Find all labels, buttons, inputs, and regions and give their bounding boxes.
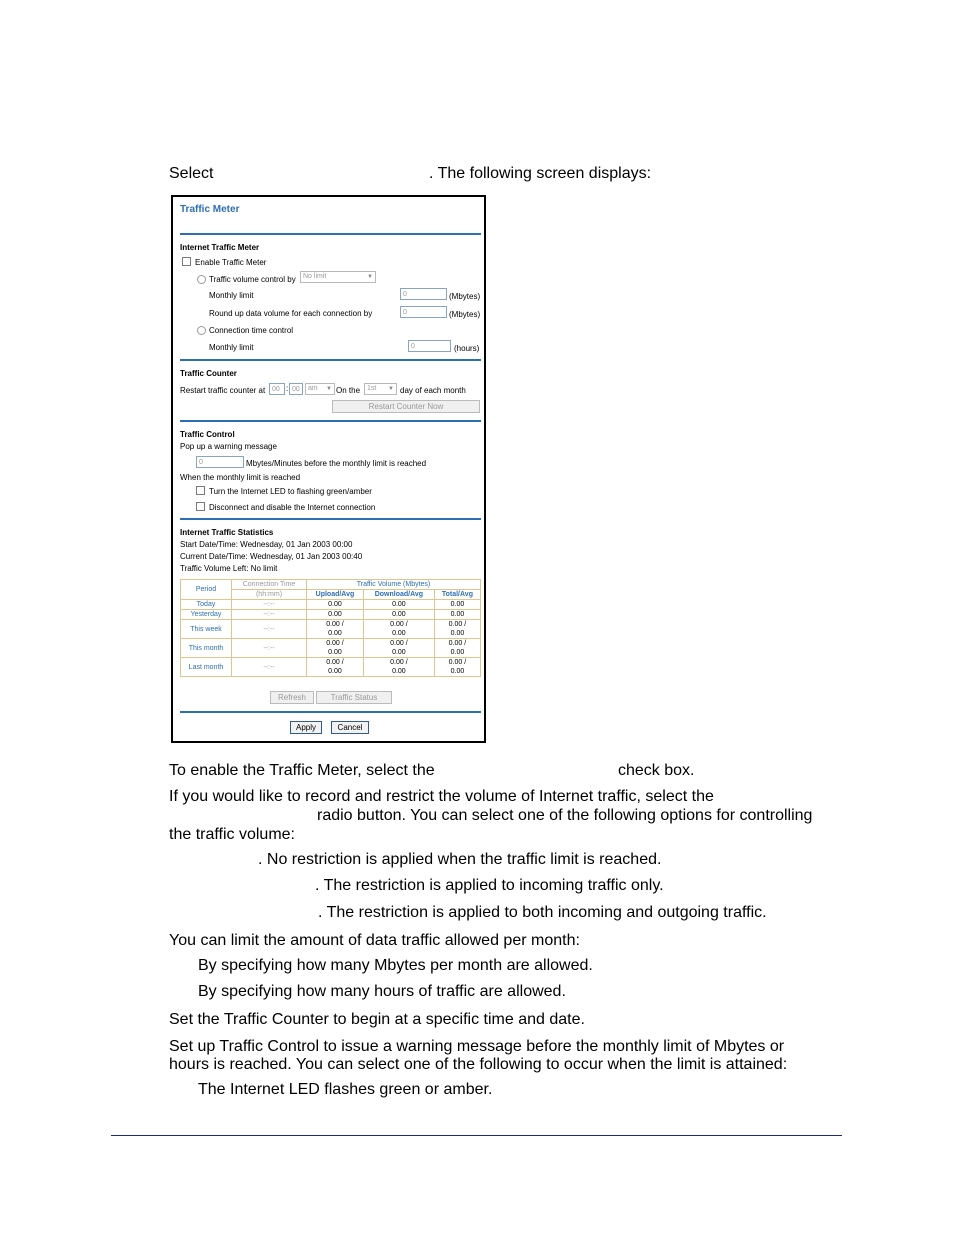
- popup-suffix: Mbytes/Minutes before the monthly limit is reached: [246, 459, 427, 468]
- enable-prefix: To enable the Traffic Meter, select the: [169, 762, 435, 779]
- upload-cell: [307, 620, 364, 639]
- traffic-status-button[interactable]: Traffic Status: [316, 691, 392, 704]
- download-cell: [363, 620, 434, 639]
- volume-control-select[interactable]: [300, 271, 376, 283]
- separator: [180, 420, 481, 422]
- option-download-only: . The restriction is applied to incoming traffic only.: [315, 877, 664, 894]
- table-row: [181, 658, 481, 677]
- led-line: The Internet LED flashes green or amber.: [198, 1081, 493, 1098]
- total-value: 0.00 /: [448, 640, 467, 647]
- itm-heading: Internet Traffic Meter: [180, 243, 260, 252]
- col-total: Total/Avg: [434, 590, 480, 600]
- traffic-meter-screenshot: [171, 195, 486, 743]
- record-line-2: radio button. You can select one of the following options for controlling: [317, 807, 813, 824]
- roundup-input[interactable]: 0: [400, 306, 447, 318]
- upload-value: 0.00 /: [326, 621, 344, 628]
- restart-counter-now-button[interactable]: Restart Counter Now: [332, 400, 480, 413]
- total-value: 0.00 /: [448, 621, 467, 628]
- apply-button[interactable]: Apply: [290, 721, 322, 734]
- conn-cell: --:--: [232, 639, 307, 658]
- volume-label: Traffic volume control by: [209, 275, 296, 284]
- separator: [180, 233, 481, 235]
- limit-hours: By specifying how many hours of traffic are allowed.: [198, 983, 566, 1000]
- on-the-label: On the: [336, 386, 361, 395]
- download-value: 0.00 /: [390, 621, 408, 628]
- disconnect-option-label: Disconnect and disable the Internet connection: [209, 503, 376, 512]
- period-cell: Today: [181, 600, 232, 610]
- page-title: Traffic Meter: [180, 204, 240, 215]
- day-value: 1st: [367, 385, 377, 392]
- conn-cell: --:--: [232, 620, 307, 639]
- total-value: 0.00 /: [448, 659, 467, 666]
- hours-unit: (hours): [454, 344, 480, 353]
- col-period: Period: [181, 580, 232, 600]
- counter-heading: Traffic Counter: [180, 369, 237, 378]
- separator: [180, 711, 481, 713]
- option-no-limit: . No restriction is applied when the traffic limit is reached.: [258, 851, 662, 868]
- separator: [180, 359, 481, 361]
- upload-value: 0.00 /: [326, 659, 344, 666]
- day-suffix: day of each month: [400, 386, 466, 395]
- total-cell: 0.00: [434, 600, 480, 610]
- refresh-button[interactable]: Refresh: [270, 691, 314, 704]
- upload-value: 0.00 /: [326, 640, 344, 647]
- upload-cell: [307, 658, 364, 677]
- record-line-1: If you would like to record and restrict the volume of Internet traffic, select the: [169, 788, 714, 805]
- download-value: 0.00 /: [390, 640, 408, 647]
- total-cell: [434, 639, 480, 658]
- download-avg: 0.00: [392, 630, 406, 637]
- counter-line: Set the Traffic Counter to begin at a specific time and date.: [169, 1011, 585, 1028]
- restart-label: Restart traffic counter at: [180, 386, 266, 395]
- hour-input[interactable]: 00: [269, 383, 285, 395]
- download-value: 0.00 /: [390, 659, 408, 666]
- stats-current: Current Date/Time: Wednesday, 01 Jan 2003 00:40: [180, 552, 363, 561]
- led-option-label: Turn the Internet LED to flashing green/amber: [209, 487, 372, 496]
- stats-start: Start Date/Time: Wednesday, 01 Jan 2003 00:00: [180, 540, 353, 549]
- roundup-label: Round up data volume for each connection by: [209, 309, 373, 318]
- popup-input[interactable]: 0: [196, 456, 244, 468]
- period-cell: This month: [181, 639, 232, 658]
- download-cell: 0.00: [363, 600, 434, 610]
- upload-avg: 0.00: [328, 649, 342, 656]
- minute-input[interactable]: 00: [289, 383, 303, 395]
- cancel-button[interactable]: Cancel: [331, 721, 369, 734]
- volume-select-value: No limit: [303, 273, 327, 280]
- total-avg: 0.00: [450, 630, 465, 637]
- stats-heading: Internet Traffic Statistics: [180, 528, 274, 537]
- limit-intro: You can limit the amount of data traffic allowed per month:: [169, 932, 580, 949]
- enable-traffic-meter-checkbox[interactable]: [182, 257, 191, 266]
- chevron-down-icon: ▼: [326, 386, 332, 392]
- chevron-down-icon: ▼: [388, 386, 394, 392]
- table-row: [181, 620, 481, 639]
- total-avg: 0.00: [450, 649, 465, 656]
- chevron-down-icon: ▼: [367, 274, 373, 280]
- select-suffix: . The following screen displays:: [429, 165, 652, 182]
- table-row: [181, 639, 481, 658]
- download-avg: 0.00: [392, 668, 406, 675]
- traffic-stats-table: [180, 579, 481, 677]
- limit-mbytes: By specifying how many Mbytes per month are allowed.: [198, 957, 593, 974]
- period-cell: Yesterday: [181, 610, 232, 620]
- total-cell: 0.00: [434, 610, 480, 620]
- upload-cell: 0.00: [307, 600, 364, 610]
- monthly-limit-input[interactable]: 0: [400, 288, 447, 300]
- when-label: When the monthly limit is reached: [180, 473, 301, 482]
- option-both-directions: . The restriction is applied to both incoming and outgoing traffic.: [318, 904, 767, 921]
- enable-label: Enable Traffic Meter: [195, 258, 267, 267]
- disconnect-option-checkbox[interactable]: [196, 502, 205, 511]
- table-row: [181, 600, 481, 610]
- connection-time-radio[interactable]: [197, 326, 206, 335]
- ampm-select[interactable]: [305, 383, 335, 395]
- led-option-checkbox[interactable]: [196, 486, 205, 495]
- col-conn-unit: (hh:mm): [232, 590, 307, 600]
- control-line-1: Set up Traffic Control to issue a warning message before the monthly limit of Mbytes or: [169, 1038, 785, 1055]
- colon: :: [286, 384, 289, 393]
- conn-time-label: Connection time control: [209, 326, 294, 335]
- download-cell: [363, 639, 434, 658]
- ampm-value: am: [308, 385, 318, 392]
- enable-suffix: check box.: [618, 762, 695, 779]
- period-cell: This week: [181, 620, 232, 639]
- upload-avg: 0.00: [328, 630, 342, 637]
- download-cell: 0.00: [363, 610, 434, 620]
- stats-left: Traffic Volume Left: No limit: [180, 564, 278, 573]
- total-cell: [434, 620, 480, 639]
- total-avg: 0.00: [450, 668, 465, 675]
- mbytes-unit-2: (Mbytes): [449, 310, 481, 319]
- footer-rule: [111, 1135, 842, 1136]
- day-select[interactable]: [364, 383, 397, 395]
- total-cell: [434, 658, 480, 677]
- download-avg: 0.00: [392, 649, 406, 656]
- conn-cell: --:--: [232, 658, 307, 677]
- download-cell: [363, 658, 434, 677]
- monthly-limit-label: Monthly limit: [209, 291, 254, 300]
- traffic-volume-radio[interactable]: [197, 275, 206, 284]
- control-line-2: hours is reached. You can select one of the following to occur when the limit is attained:: [169, 1056, 788, 1073]
- mbytes-unit: (Mbytes): [449, 292, 481, 301]
- period-cell: Last month: [181, 658, 232, 677]
- conn-cell: --:--: [232, 610, 307, 620]
- popup-label: Pop up a warning message: [180, 442, 277, 451]
- monthly-limit-2-label: Monthly limit: [209, 343, 254, 352]
- control-heading: Traffic Control: [180, 430, 235, 439]
- col-upload: Upload/Avg: [307, 590, 364, 600]
- col-download: Download/Avg: [363, 590, 434, 600]
- table-row: [181, 610, 481, 620]
- separator: [180, 518, 481, 520]
- conn-cell: --:--: [232, 600, 307, 610]
- upload-cell: 0.00: [307, 610, 364, 620]
- record-line-3: the traffic volume:: [169, 826, 295, 843]
- col-conn-time: Connection Time: [232, 580, 307, 590]
- upload-avg: 0.00: [328, 668, 342, 675]
- select-prefix: Select: [169, 165, 214, 182]
- upload-cell: [307, 639, 364, 658]
- monthly-hours-input[interactable]: 0: [408, 340, 451, 352]
- col-volume: Traffic Volume (Mbytes): [307, 580, 481, 590]
